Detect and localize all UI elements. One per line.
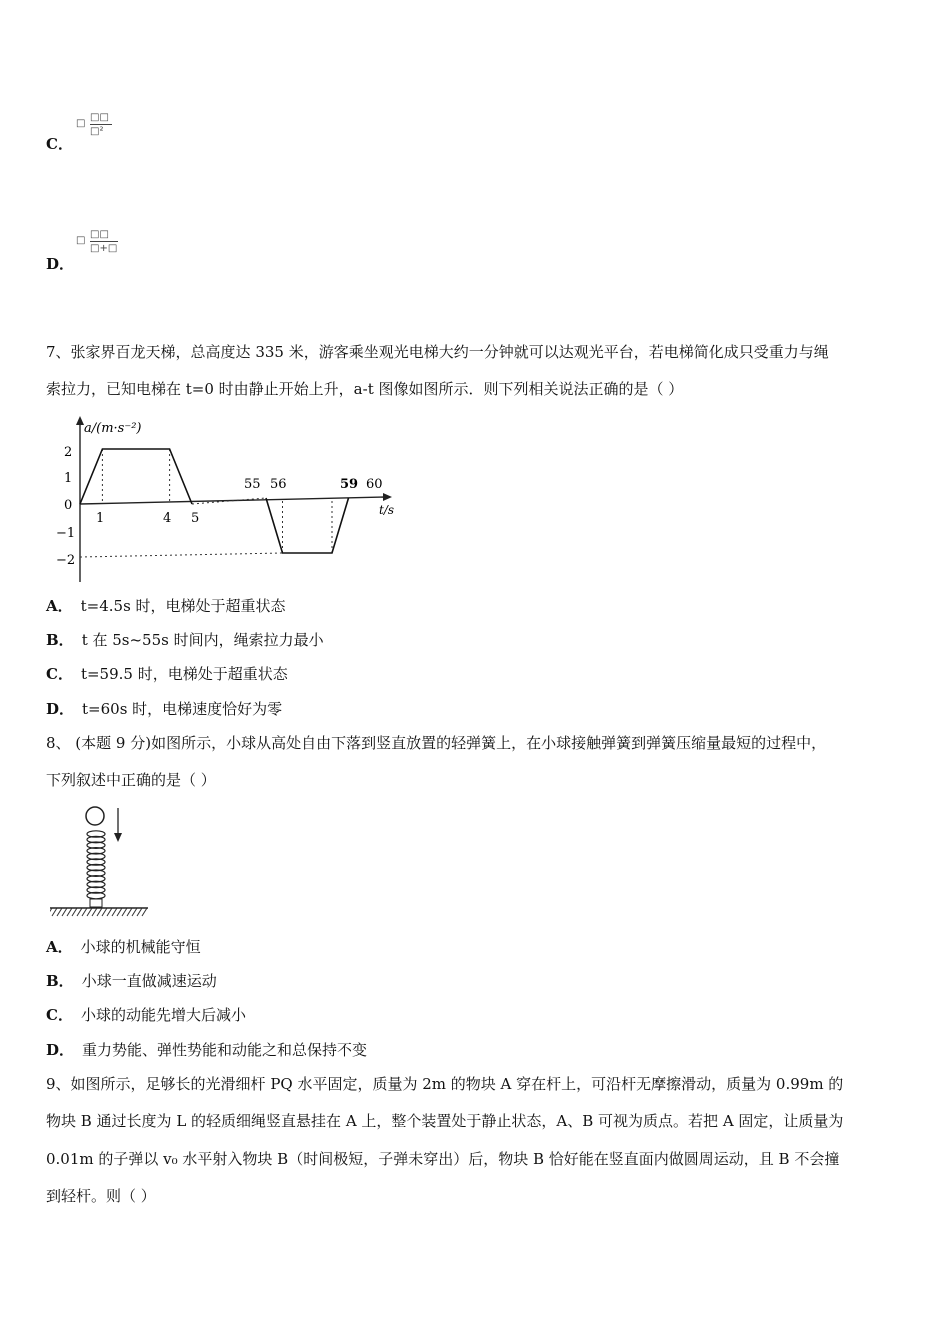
fall-arrowhead [114, 833, 122, 842]
q7-option-d [46, 699, 282, 719]
guide-a-minus2 [80, 553, 283, 557]
option-letter: D． [46, 255, 75, 273]
y-tick-label: 2 [64, 445, 73, 460]
y-tick-label: −1 [56, 526, 76, 541]
option-text: 小球的动能先增大后减小 [80, 1006, 246, 1024]
q6-option-c [46, 134, 81, 154]
y-axis-arrow [76, 416, 84, 425]
x-tick-label: 4 [163, 511, 172, 526]
series-line-part1 [80, 449, 192, 504]
hatch-line [117, 908, 122, 916]
x-tick-label: 56 [270, 477, 287, 492]
option-letter: A． [46, 938, 73, 956]
y-tick-label: 1 [64, 471, 73, 486]
option-letter: A． [46, 597, 73, 615]
hatch-line [107, 908, 112, 916]
formula-denominator: □+□ [90, 243, 118, 254]
hatch-line [87, 908, 92, 916]
q7-option-c [46, 664, 288, 684]
q8-option-b [46, 971, 217, 991]
x-tick-label: 55 [244, 477, 261, 492]
hatch-line [92, 908, 97, 916]
q9-stem-line1: 9、如图所示，足够长的光滑细杆 PQ 水平固定，质量为 2m 的物块 A 穿在杆上，可沿杆无摩擦滑动，质量为 0.99m 的 [46, 1075, 844, 1093]
q7-option-b [46, 630, 324, 650]
option-text: t=4.5s 时，电梯处于超重状态 [80, 597, 286, 615]
hatch-line [62, 908, 67, 916]
hatch-line [67, 908, 72, 916]
x-axis-label: t/s [379, 503, 395, 517]
option-text: t 在 5s~55s 时间内，绳索拉力最小 [81, 631, 324, 649]
option-text: t=60s 时，电梯速度恰好为零 [82, 700, 283, 718]
spring [87, 831, 105, 899]
hatch-line [77, 908, 82, 916]
option-letter: C． [46, 135, 73, 153]
option-letter: C． [46, 665, 73, 683]
option-letter: B． [46, 972, 74, 990]
q7-stem-line1: 7、张家界百龙天梯，总高度达 335 米，游客乘坐观光电梯大约一分钟就可以达观光平台，若电梯简化成只受重力与绳 [46, 343, 829, 361]
y-tick-label: 0 [64, 498, 73, 513]
hatch-line [122, 908, 127, 916]
ball [86, 807, 104, 825]
hatch-line [102, 908, 107, 916]
x-tick-label: 59 [340, 477, 359, 492]
option-letter: C． [46, 1006, 73, 1024]
option-text: 重力势能、弹性势能和动能之和总保持不变 [82, 1041, 368, 1059]
hatch-line [82, 908, 87, 916]
q9-stem-line4: 到轻杆。则（ ） [46, 1187, 156, 1205]
option-text: 小球的机械能守恒 [80, 938, 201, 956]
option-letter: D． [46, 1041, 75, 1059]
formula-mark: □ [76, 235, 86, 246]
formula-numerator: □□ [90, 229, 109, 240]
x-axis-arrow [383, 493, 392, 501]
formula-denominator: □² [90, 126, 104, 137]
option-letter: B． [46, 631, 74, 649]
hatch-line [50, 908, 52, 916]
spring-base [90, 899, 102, 907]
q8-stem-line2: 下列叙述中正确的是（ ） [46, 771, 216, 789]
q9-stem-line3: 0.01m 的子弹以 v₀ 水平射入物块 B（时间极短，子弹未穿出）后，物块 B 恰好能在竖直面内做圆周运动，且 B 不会撞 [46, 1150, 840, 1168]
option-text: 小球一直做减速运动 [81, 972, 217, 990]
x-tick-label: 5 [191, 511, 200, 526]
hatch-line [137, 908, 142, 916]
y-tick-label: −2 [56, 553, 76, 568]
option-letter: D． [46, 700, 75, 718]
q9-stem-line2: 物块 B 通过长度为 L 的轻质细绳竖直悬挂在 A 上，整个装置处于静止状态，A、B 可视为质点。若把 A 固定，让质量为 [46, 1112, 844, 1130]
option-text: t=59.5 时，电梯处于超重状态 [80, 665, 288, 683]
hatch-line [142, 908, 147, 916]
hatch-line [97, 908, 102, 916]
series-line-part2 [266, 498, 349, 553]
hatch-line [52, 908, 57, 916]
hatch-line [57, 908, 62, 916]
ground-hatch [50, 908, 147, 916]
q6-option-d [46, 254, 82, 274]
x-tick-label: 60 [366, 477, 383, 492]
q8-option-d [46, 1040, 367, 1060]
x-tick-label: 1 [96, 511, 105, 526]
hatch-line [127, 908, 132, 916]
q8-option-c [46, 1005, 246, 1025]
hatch-line [72, 908, 77, 916]
formula-mark: □ [76, 118, 86, 129]
q7-stem-line2: 索拉力，已知电梯在 t=0 时由静止开始上升，a-t 图像如图所示．则下列相关说法正确的是（ ） [46, 380, 684, 398]
a-t-graph [46, 412, 416, 587]
spring-ball-figure [50, 800, 155, 922]
y-axis-label: a/(m·s⁻²) [84, 421, 142, 436]
q8-option-a [46, 937, 201, 957]
hatch-line [132, 908, 137, 916]
hatch-line [112, 908, 117, 916]
formula-numerator: □□ [90, 112, 109, 123]
q8-stem-line1: 8、 (本题 9 分)如图所示，小球从高处自由下落到竖直放置的轻弹簧上，在小球接触弹簧到弹簧压缩量最短的过程中， [46, 734, 827, 752]
q7-option-a [46, 596, 286, 616]
